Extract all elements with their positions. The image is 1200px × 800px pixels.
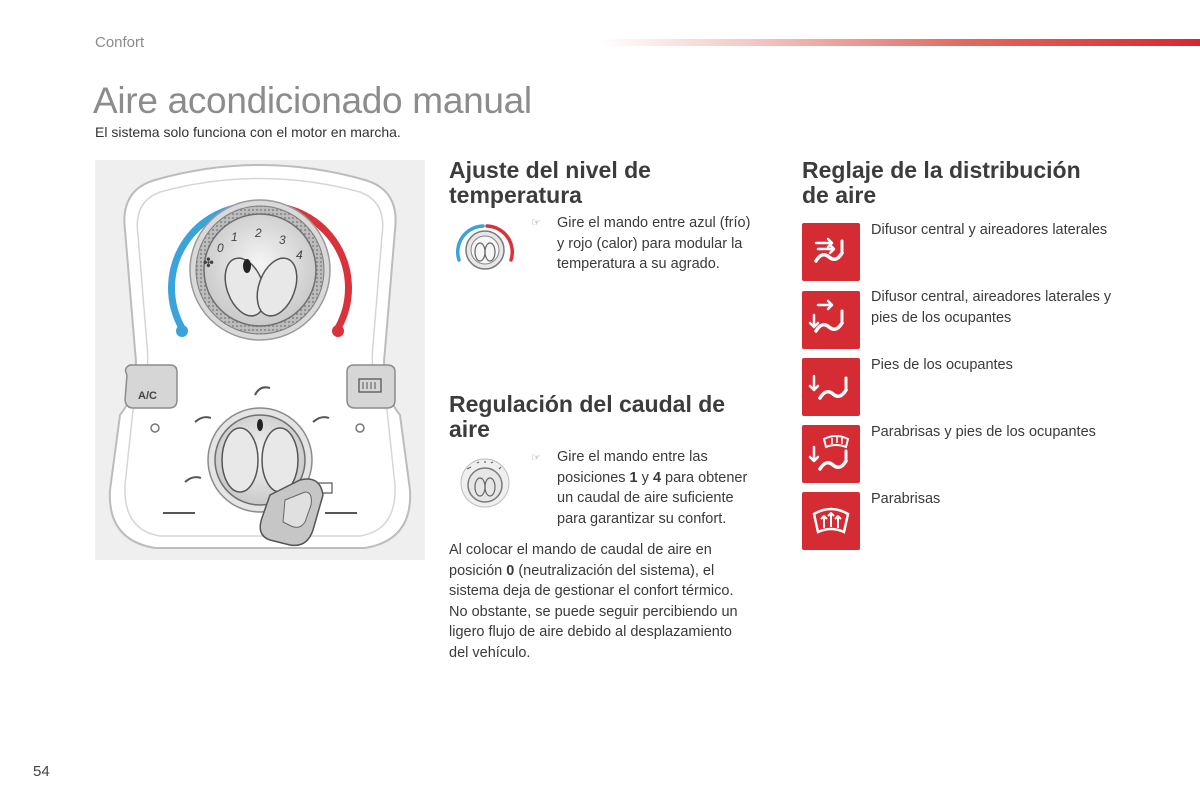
page-subtitle: El sistema solo funciona con el motor en marcha.: [95, 124, 401, 140]
distribution-item-face-vents: Difusor central y aireadores laterales: [871, 222, 1108, 238]
windshield-feet-icon: [802, 425, 860, 483]
temp-scale-4: 4: [296, 248, 303, 262]
distribution-item-windshield-and-feet: Parabrisas y pies de los ocupantes: [871, 424, 1096, 440]
page-title: Aire acondicionado manual: [93, 80, 532, 121]
bullet-marker: ☞: [531, 452, 541, 464]
temp-scale-3: 3: [279, 233, 286, 247]
distribution-item-face-and-feet: Difusor central, aireadores laterales y pies de los ocupantes: [871, 289, 1112, 326]
face-feet-vent-icon: [802, 291, 860, 349]
ac-button-label: A/C: [138, 390, 157, 402]
section-label: Confort: [95, 34, 145, 51]
airflow-instructions: Gire el mando entre las posiciones 1 y 4 para obtener un caudal de aire suficiente para garantizar su confort.: [557, 449, 748, 527]
airflow-note-paragraph: Al colocar el mando de caudal de aire en posición 0 (neutralización del sistema), el sistema deja de gestionar el confort térmico. No obstante, se puede seguir percibiendo un ligero flujo de aire debido al desplazamiento del vehículo.: [449, 542, 738, 661]
temperature-knob-icon: [449, 220, 521, 276]
distribution-item-windshield: Parabrisas: [871, 491, 941, 507]
feet-vent-icon: [802, 358, 860, 416]
temperature-heading: Ajuste del nivel de temperatura: [449, 157, 651, 208]
distribution-heading: Reglaje de la distribución de aire: [802, 157, 1081, 208]
climate-control-panel-illustration: [95, 160, 425, 560]
windshield-defrost-icon: [802, 492, 860, 550]
airflow-knob-icon: [449, 455, 521, 511]
temperature-instructions: Gire el mando entre azul (frío) y rojo (calor) para modular la temperatura a su agrado.: [557, 215, 751, 272]
airflow-heading: Regulación del caudal de aire: [449, 391, 726, 442]
fan-icon: ✤: [203, 256, 214, 271]
bullet-marker: ☞: [531, 217, 541, 229]
temp-scale-0: 0: [217, 241, 224, 255]
temp-scale-1: 1: [231, 230, 238, 244]
face-vent-icon: [802, 223, 860, 281]
distribution-item-feet: Pies de los ocupantes: [871, 357, 1013, 373]
temp-scale-2: 2: [255, 226, 262, 240]
header-accent-bar: [600, 39, 1200, 46]
page-number: 54: [33, 763, 50, 780]
